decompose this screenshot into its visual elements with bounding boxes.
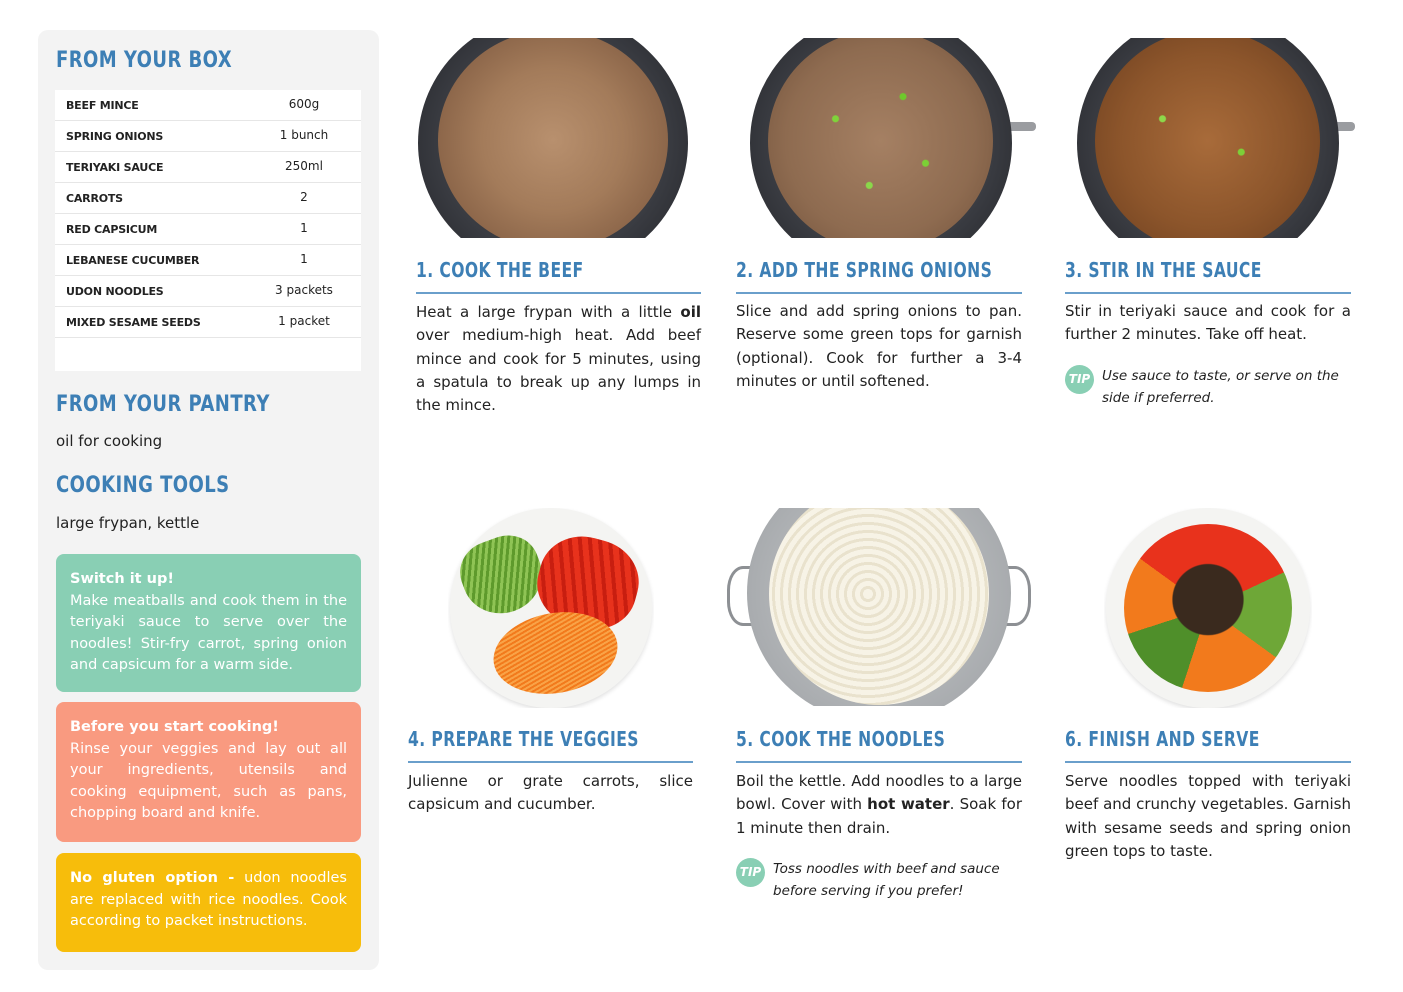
step-5-text-b: . Soak for 1 minute then drain.	[736, 795, 1022, 837]
step-1-title: 1. COOK THE BEEF	[416, 258, 584, 282]
step-4-text: Julienne or grate carrots, slice capsicum and cucumber.	[408, 772, 693, 814]
step-6-title: 6. FINISH AND SERVE	[1065, 727, 1260, 751]
tools-text: large frypan, kettle	[56, 514, 200, 532]
before-cooking-box	[56, 702, 361, 842]
ingredient-name: CARROTS	[66, 192, 123, 205]
ingredient-row	[55, 121, 361, 152]
ingredient-row	[55, 307, 361, 338]
step-1-text-a: Heat a large frypan with a little	[416, 303, 681, 321]
pantry-text: oil for cooking	[56, 432, 163, 450]
step-5-tip: Toss noodles with beef and sauce before serving if you prefer!	[773, 861, 1000, 899]
ingredient-qty: 1	[300, 221, 308, 235]
ingredient-qty: 1 bunch	[279, 128, 329, 142]
step-4-photo	[448, 508, 654, 708]
step-3-photo	[1075, 38, 1360, 238]
step-3-divider	[1065, 292, 1351, 294]
sidebar-panel	[38, 30, 379, 970]
switch-title: Switch it up!	[70, 571, 174, 587]
ingredient-row	[55, 183, 361, 214]
ingredient-row	[55, 152, 361, 183]
step-2-text: Slice and add spring onions to pan. Reserve some green tops for garnish (optional). Cook for further a 3-4 minutes or until softened.	[736, 302, 1022, 390]
step-1-text	[416, 301, 701, 417]
ingredient-row	[55, 90, 361, 121]
ingredient-name: LEBANESE CUCUMBER	[66, 254, 200, 267]
step-5-title: 5. COOK THE NOODLES	[736, 727, 946, 751]
step-1-text-bold: oil	[680, 303, 701, 321]
from-your-pantry-heading: FROM YOUR PANTRY	[56, 392, 270, 417]
ingredient-name: MIXED SESAME SEEDS	[66, 316, 201, 329]
tip-icon: TIP	[736, 858, 765, 887]
step-6-text: Serve noodles topped with teriyaki beef and crunchy vegetables. Garnish with sesame seeds and spring onion green tops to taste.	[1065, 772, 1351, 860]
ingredient-row	[55, 276, 361, 307]
ingredient-row	[55, 214, 361, 245]
ingredient-qty: 1	[300, 252, 308, 266]
step-5-photo	[727, 508, 1031, 706]
step-5-text-bold: hot water	[867, 795, 950, 814]
tip-icon: TIP	[1065, 365, 1094, 394]
switch-it-up-box	[56, 554, 361, 692]
gluten-text: udon noodles are replaced with rice noodles. Cook according to packet instructions.	[70, 870, 347, 929]
ingredient-name: BEEF MINCE	[66, 99, 139, 112]
step-1-text-b: over medium-high heat. Add beef mince and cook for 5 minutes, using a spatula to break up any lumps in the mince.	[416, 326, 701, 415]
step-2-title: 2. ADD THE SPRING ONIONS	[736, 258, 993, 282]
ingredient-name: RED CAPSICUM	[66, 223, 158, 236]
before-text: Rinse your veggies and lay out all your ingredients, utensils and cooking equipment, such as pans, chopping board and knife.	[70, 740, 347, 821]
gluten-option-box	[56, 853, 361, 952]
step-2-photo	[748, 38, 1038, 238]
gluten-title: No gluten option -	[70, 870, 235, 886]
step-6-photo	[1104, 508, 1312, 708]
step-5-divider	[736, 761, 1022, 763]
ingredient-qty: 250ml	[285, 159, 323, 173]
cooking-tools-heading: COOKING TOOLS	[56, 473, 230, 498]
switch-text: Make meatballs and cook them in the teriyaki sauce to serve over the noodles! Stir-fry carrot, spring onion and capsicum for a warm side.	[70, 592, 347, 673]
ingredient-qty: 1 packet	[278, 314, 330, 328]
ingredient-name: TERIYAKI SAUCE	[66, 161, 164, 174]
step-5-text	[736, 770, 1022, 840]
step-1-divider	[416, 292, 701, 294]
before-title: Before you start cooking!	[70, 719, 279, 735]
step-1-photo	[416, 38, 706, 238]
ingredient-name: SPRING ONIONS	[66, 130, 164, 143]
step-2-divider	[736, 292, 1022, 294]
ingredient-row	[55, 245, 361, 276]
step-4-divider	[408, 761, 693, 763]
step-3-text: Stir in teriyaki sauce and cook for a further 2 minutes. Take off heat.	[1065, 302, 1351, 344]
step-6-divider	[1065, 761, 1351, 763]
ingredient-qty: 2	[300, 190, 308, 204]
step-4-title: 4. PREPARE THE VEGGIES	[408, 727, 639, 751]
ingredients-table	[55, 90, 361, 371]
step-5-text-a: Boil the kettle. Add noodles to a large bowl. Cover with	[736, 772, 1022, 814]
ingredient-qty: 3 packets	[275, 283, 333, 297]
step-3-tip: Use sauce to taste, or serve on the side if preferred.	[1102, 368, 1339, 406]
step-3-title: 3. STIR IN THE SAUCE	[1065, 258, 1262, 282]
ingredient-name: UDON NOODLES	[66, 285, 164, 298]
ingredient-qty: 600g	[288, 97, 320, 111]
from-your-box-heading: FROM YOUR BOX	[56, 48, 233, 73]
